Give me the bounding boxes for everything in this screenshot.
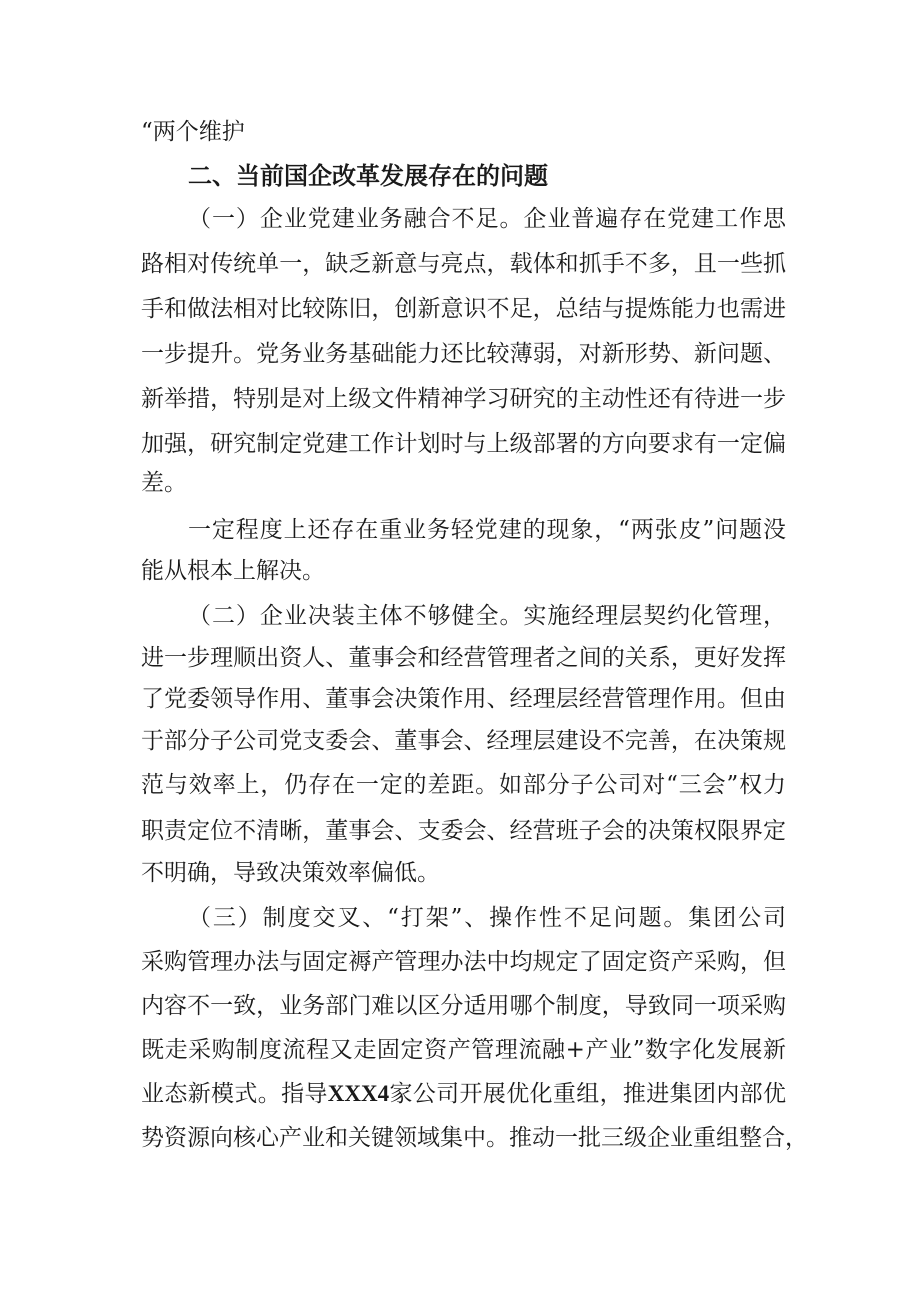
line-text: 业态新模式。指导	[141, 1081, 328, 1107]
paragraph-line: 一步提升。党务业务基础能力还比较薄弱，对新形势、新问题、	[141, 341, 786, 367]
paragraph-line: 势资源向核心产业和关键领域集中。推动一批三级企业重组整合，	[141, 1125, 808, 1151]
paragraph-line: 不明确，导致决策效率偏低。	[141, 860, 440, 886]
paragraph-line: 差。	[141, 470, 187, 496]
paragraph-line	[141, 1079, 786, 1109]
bold-placeholder: XXX4	[327, 1081, 390, 1106]
line-text: 家公司开展优化重组，推进集团内部优	[389, 1081, 787, 1107]
paragraph-line: 既走采购制度流程又走固定资产管理流融+产业”数字化发展新	[141, 1037, 786, 1063]
paragraph-line: 路相对传统单一，缺乏新意与亮点，载体和抓手不多，且一些抓	[141, 251, 786, 277]
paragraph-line: 了党委领导作用、董事会决策作用、经理层经营管理作用。但由	[141, 686, 786, 712]
paragraph-line: 手和做法相对比较陈旧，创新意识不足，总结与提炼能力也需进	[141, 296, 786, 322]
paragraph-line: （一）企业党建业务融合不足。企业普遍存在党建工作思	[188, 206, 786, 232]
paragraph-line: 采购管理办法与固定褥产管理办法中均规定了固定资产采购，但	[141, 949, 786, 975]
paragraph-line: 内容不一致，业务部门难以区分适用哪个制度，导致同一项采购	[141, 993, 786, 1019]
paragraph-line: 于部分子公司党支委会、董事会、经理层建设不完善，在决策规	[141, 728, 786, 754]
paragraph-line: （三）制度交叉、“打架”、操作性不足问题。集团公司	[188, 905, 786, 931]
paragraph-line: 加强，研究制定党建工作计划时与上级部署的方向要求有一定偏	[141, 431, 786, 457]
paragraph-line: （二）企业决装主体不够健全。实施经理层契约化管理，	[188, 603, 786, 629]
paragraph-line: 进一步理顺出资人、董事会和经营管理者之间的关系，更好发挥	[141, 645, 786, 671]
section-heading: 二、当前国企改革发展存在的问题	[188, 162, 548, 190]
paragraph-line: 一定程度上还存在重业务轻党建的现象，“两张皮”问题没	[188, 517, 786, 543]
paragraph-line: 职责定位不清晰，董事会、支委会、经营班子会的决策权限界定	[141, 818, 786, 844]
paragraph-line: 新举措，特别是对上级文件精神学习研究的主动性还有待进一步	[141, 386, 786, 412]
paragraph-line: 范与效率上，仍存在一定的差距。如部分子公司对“三会”权力	[141, 772, 786, 798]
top-fragment: “两个维护	[141, 119, 245, 145]
paragraph-line: 能从根本上解决。	[141, 558, 325, 584]
